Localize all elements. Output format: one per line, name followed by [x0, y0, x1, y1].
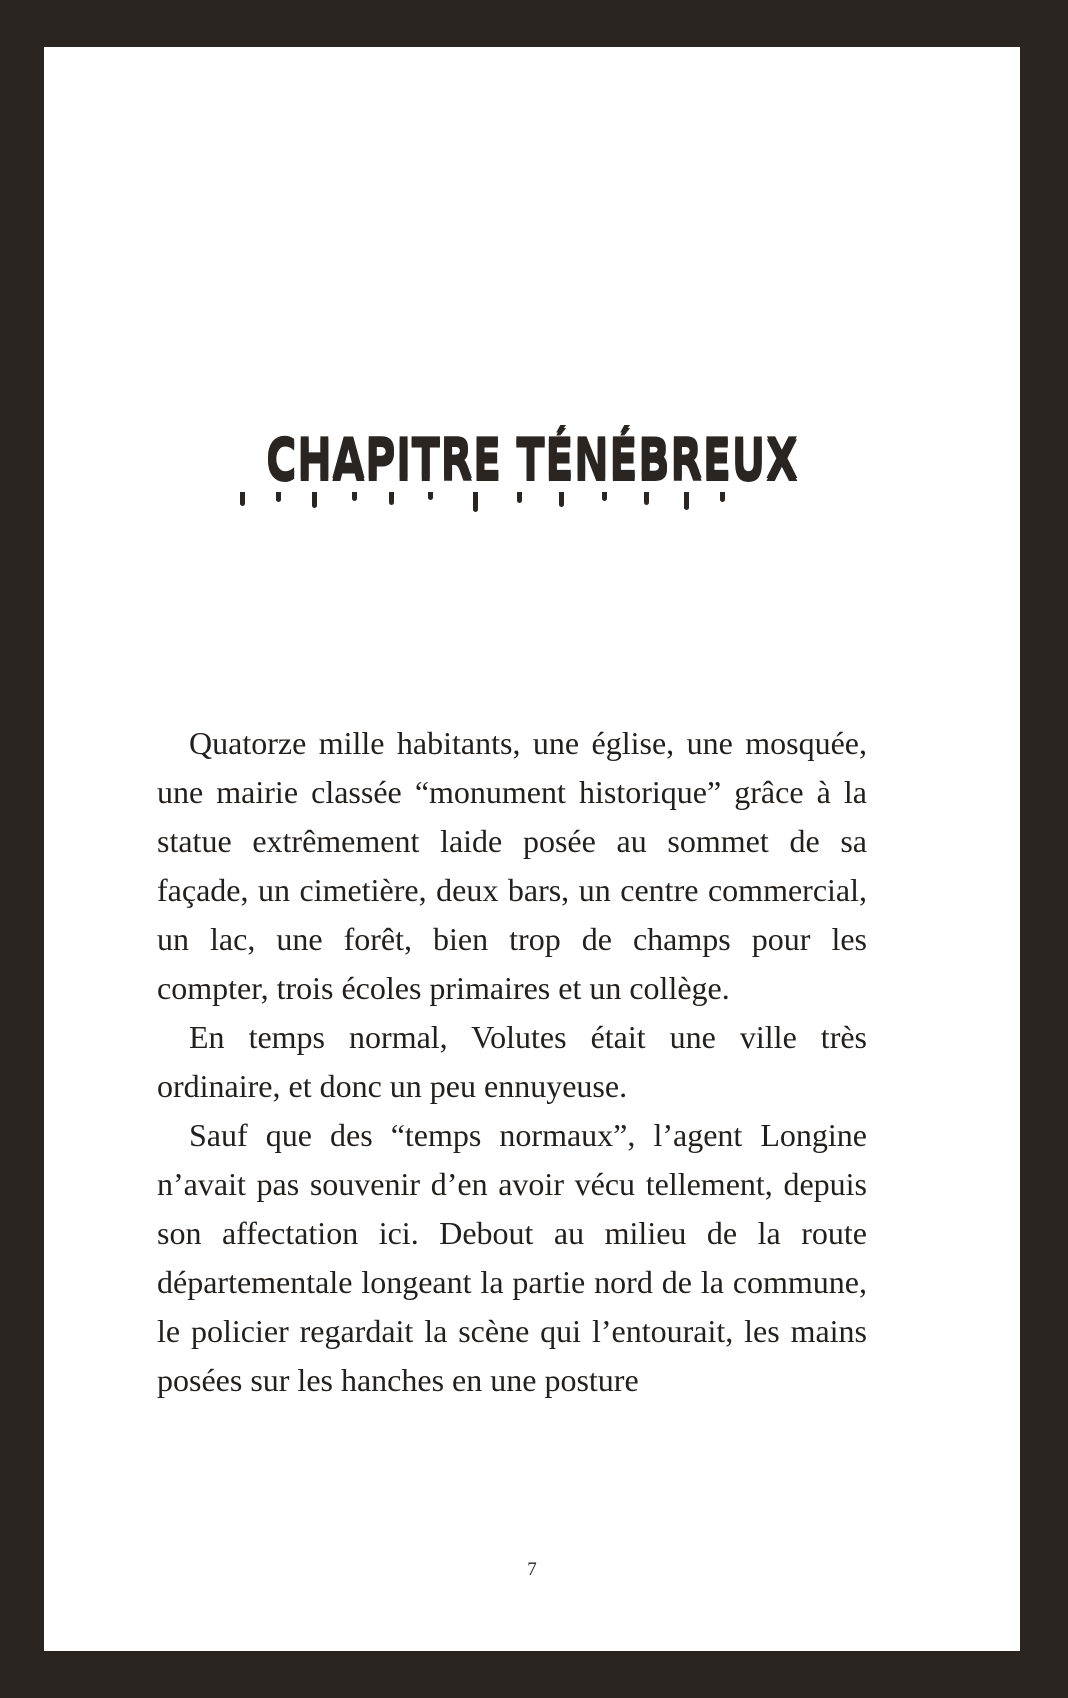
ink-drip — [517, 492, 522, 503]
ink-drip — [720, 492, 725, 502]
ink-drip — [684, 492, 689, 510]
ink-drip — [352, 492, 357, 501]
paragraph: Quatorze mille habitants, une église, une mosquée, une mairie classée “monument historique” grâce à la statue extrêmement laide posée au sommet de sa façade, un cimetière, deux bars, un centre commercial, un lac, une forêt, bien trop de champs pour les compter, trois écoles primaires et un collège. — [157, 725, 867, 1006]
ink-drip — [428, 492, 433, 500]
chapter-body — [157, 719, 867, 1405]
chapter-title: CHAPITRE TÉNÉBREUX — [265, 426, 799, 492]
ink-drip — [312, 492, 317, 508]
ink-drip — [559, 492, 564, 507]
ink-drip — [473, 492, 478, 512]
ink-drip — [602, 492, 607, 501]
page-number: 7 — [527, 1559, 537, 1580]
ink-drip — [389, 492, 394, 505]
ink-drip — [240, 492, 245, 506]
paragraph: Sauf que des “temps normaux”, l’agent Longine n’avait pas souvenir d’en avoir vécu tellement, depuis son affectation ici. Debout au milieu de la route départementale longeant la partie nord de la commune, le policier regardait la scène qui l’entourait, les mains posées sur les hanches en une posture — [157, 1117, 867, 1398]
ink-drip — [276, 492, 281, 502]
ink-drip — [644, 492, 649, 505]
book-page — [44, 47, 1020, 1651]
paragraph: En temps normal, Volutes était une ville très ordinaire, et donc un peu ennuyeuse. — [157, 1019, 867, 1104]
